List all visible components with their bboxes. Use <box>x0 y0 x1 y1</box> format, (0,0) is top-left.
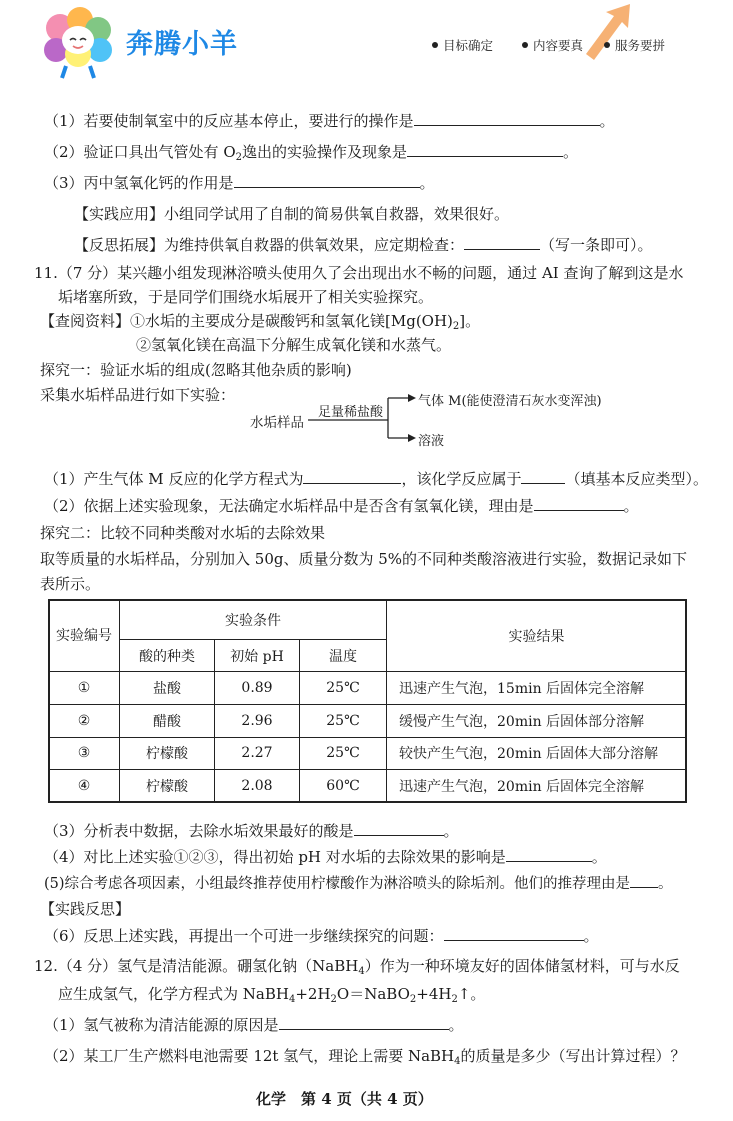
q11-method-line2: 表所示。 <box>40 575 101 593</box>
q11-sub2: （2）依据上述实验现象，无法确定水垢样品中是否含有氢氧化镁，理由是 。 <box>44 497 639 515</box>
page-footer: 化学 第 4 页（共 4 页） <box>256 1090 433 1108</box>
q11-reflect-title: 【实践反思】 <box>40 900 131 918</box>
header-id: 实验编号 <box>49 600 120 672</box>
row-temp: 25℃ <box>300 737 387 770</box>
flow-reagent: 足量稀盐酸 <box>318 405 384 420</box>
q10-part3: （3）丙中氢氧化钙的作用是 。 <box>44 174 435 192</box>
q11-info1: 【查阅资料】①水垢的主要成分是碳酸钙和氢氧化镁$[Mg(OH)_2]$。 <box>40 312 481 332</box>
q12-sub2: （2）某工厂生产燃料电池需要 12t 氢气，理论上需要 NaBH$_4$的质量是多少（写出计算过程）？ <box>44 1047 686 1067</box>
table-row <box>49 737 687 770</box>
q11-sub1: （1）产生气体 M 反应的化学方程式为 ，该化学反应属于 （填基本反应类型）。 <box>44 470 708 488</box>
q11-sub3: （3）分析表中数据，去除水垢效果最好的酸是 。 <box>44 822 459 840</box>
q11-explore1: 探究一：验证水垢的组成(忽略其他杂质的影响) <box>40 361 352 379</box>
row-acid: 柠檬酸 <box>120 770 215 803</box>
experiment-table <box>48 599 687 803</box>
row-temp: 25℃ <box>300 672 387 705</box>
row-id: ① <box>49 672 120 705</box>
row-acid: 醋酸 <box>120 704 215 737</box>
flow-sample: 水垢样品 <box>250 415 304 431</box>
q11-sub4: （4）对比上述实验①②③，得出初始 pH 对水垢的去除效果的影响是 。 <box>44 848 607 866</box>
flow-solution: 溶液 <box>418 434 445 449</box>
header-result: 实验结果 <box>387 600 687 672</box>
q10-practice: 【实践应用】小组同学试用了自制的简易供氧自救器，效果很好。 <box>74 205 510 223</box>
table-row <box>49 770 687 803</box>
row-ph: 2.27 <box>215 737 300 770</box>
nav-item-goal: 目标确定 <box>432 36 493 54</box>
row-acid: 盐酸 <box>120 672 215 705</box>
nav-item-service: 服务要拼 <box>604 36 665 54</box>
q10-reflect: 【反思拓展】为维持供氧自救器的供氧效果，应定期检查： （写一条即可）。 <box>74 236 653 254</box>
row-id: ③ <box>49 737 120 770</box>
sheep-logo-icon <box>38 6 118 80</box>
table-row <box>49 672 687 705</box>
row-ph: 2.08 <box>215 770 300 803</box>
nav-item-content: 内容要真 <box>522 36 583 54</box>
q11-collect: 采集水垢样品进行如下实验： <box>40 386 236 404</box>
q12-sub1: （1）氢气被称为清洁能源的原因是 。 <box>44 1016 464 1034</box>
q11-intro-line2: 垢堵塞所致，于是同学们围绕水垢展开了相关实验探究。 <box>58 288 434 306</box>
row-temp: 25℃ <box>300 704 387 737</box>
flow-arrows-icon <box>308 392 418 444</box>
header-temp: 温度 <box>300 640 387 672</box>
row-ph: 2.96 <box>215 704 300 737</box>
q11-explore2: 探究二：比较不同种类酸对水垢的去除效果 <box>40 524 326 542</box>
row-result: 较快产生气泡，20min 后固体大部分溶解 <box>387 737 687 770</box>
row-ph: 0.89 <box>215 672 300 705</box>
row-id: ④ <box>49 770 120 803</box>
q11-sub5: (5)综合考虑各项因素，小组最终推荐使用柠檬酸作为淋浴喷头的除垢剂。他们的推荐理由是 。 <box>44 872 673 893</box>
row-id: ② <box>49 704 120 737</box>
table-row <box>49 704 687 737</box>
q11-info2: ②氢氧化镁在高温下分解生成氧化镁和水蒸气。 <box>136 336 452 354</box>
q10-part1: （1）若要使制氧室中的反应基本停止，要进行的操作是 。 <box>44 112 615 130</box>
q11-method-line1: 取等质量的水垢样品，分别加入 50g、质量分数为 5%的不同种类酸溶液进行实验，数据记录如下 <box>40 550 688 568</box>
q10-part2: （2）验证口具出气管处有 $O_2$逸出的实验操作及现象是 。 <box>44 143 579 163</box>
row-result: 迅速产生气泡，15min 后固体完全溶解 <box>387 672 687 705</box>
q11-intro-line1: 11.（7 分）某兴趣小组发现淋浴喷头使用久了会出现出水不畅的问题，通过 AI 查询了解到这是水 <box>34 264 684 282</box>
header-conditions: 实验条件 <box>120 600 387 640</box>
row-result: 迅速产生气泡，20min 后固体完全溶解 <box>387 770 687 803</box>
row-acid: 柠檬酸 <box>120 737 215 770</box>
header-ph: 初始 pH <box>215 640 300 672</box>
flow-gas: 气体 M(能使澄清石灰水变浑浊) <box>418 394 602 409</box>
row-temp: 60℃ <box>300 770 387 803</box>
q12-intro-line2: 应生成氢气，化学方程式为 $NaBH_4+2H_2O=NaBO_2+4H_2↑$。 <box>58 985 486 1005</box>
q12-intro-line1: 12.（4 分）氢气是清洁能源。硼氢化钠（NaBH$_4$）作为一种环境友好的固体储氢材料，可与水反 <box>34 957 680 977</box>
q11-sub6: （6）反思上述实践，再提出一个可进一步继续探究的问题： 。 <box>44 927 599 945</box>
row-result: 缓慢产生气泡，20min 后固体部分溶解 <box>387 704 687 737</box>
brand-name: 奔腾小羊 <box>126 29 238 60</box>
header-acid: 酸的种类 <box>120 640 215 672</box>
